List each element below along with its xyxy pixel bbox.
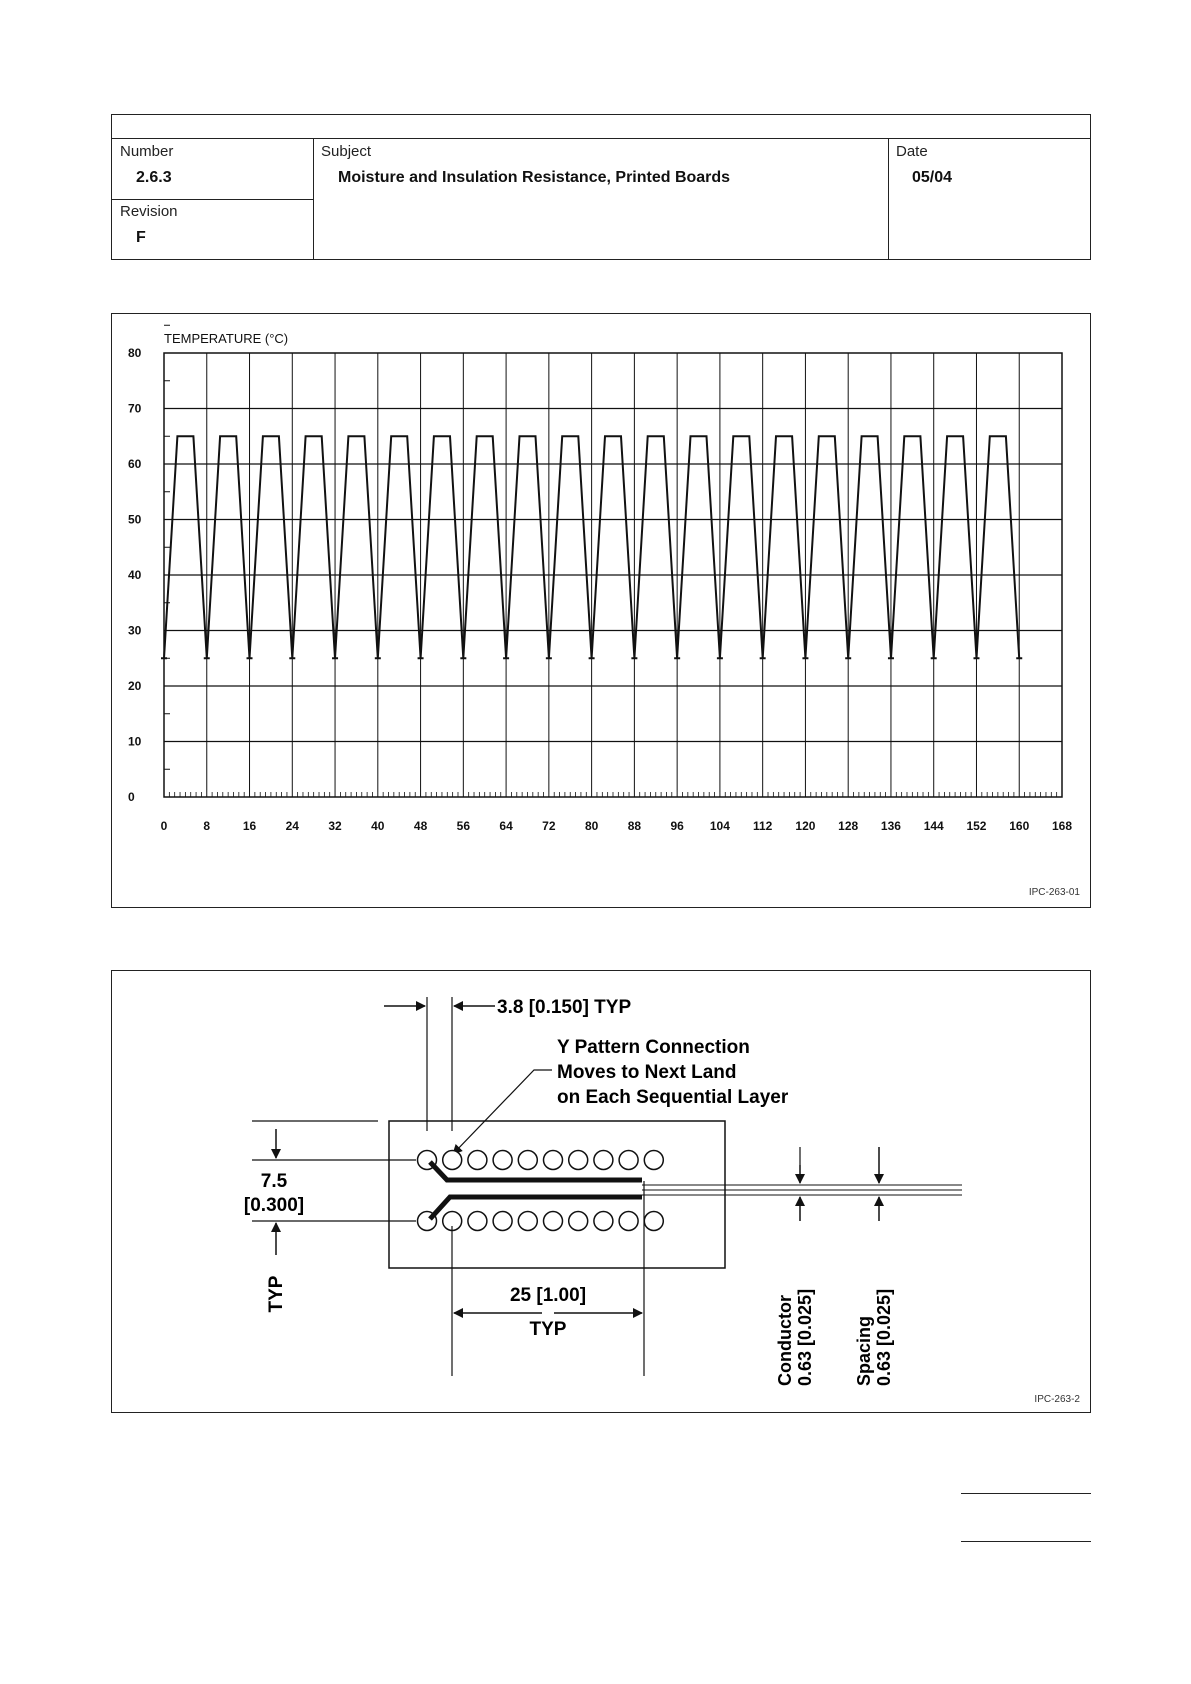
x-tick-144: 144 [923, 819, 944, 833]
land-pad [619, 1212, 638, 1231]
x-tick-152: 152 [966, 819, 987, 833]
y-tick-labels [128, 346, 142, 804]
x-tick-128: 128 [838, 819, 859, 833]
conductor-label: Conductor [775, 1295, 795, 1386]
subject-value: Moisture and Insulation Resistance, Printed Boards [338, 169, 731, 186]
y-tick-20: 20 [128, 679, 142, 693]
x-tick-32: 32 [328, 819, 342, 833]
x-tick-80: 80 [584, 819, 599, 833]
subject-label: Subject [321, 143, 372, 160]
temperature-chart [112, 314, 1089, 906]
diagram-figure-id: IPC-263-2 [1034, 1394, 1080, 1405]
y-tick-80: 80 [128, 346, 142, 360]
x-tick-112: 112 [752, 819, 773, 833]
pitch-dimension-label: 3.8 [0.150] TYP [497, 997, 632, 1018]
length-typ: TYP [529, 1319, 567, 1340]
x-tick-48: 48 [413, 819, 428, 833]
land-pad [644, 1212, 663, 1231]
x-tick-8: 8 [203, 819, 211, 833]
y-tick-10: 10 [128, 734, 142, 749]
row-spacing-inch: [0.300] [243, 1195, 305, 1216]
chart-figure-id: IPC-263-01 [1028, 887, 1080, 898]
land-pad [468, 1151, 487, 1170]
spacing-value: 0.63 [0.025] [874, 1288, 894, 1386]
header-divider-1 [313, 138, 314, 259]
grid-lines [164, 353, 1062, 797]
x-tick-0: 0 [160, 819, 168, 833]
number-value: 2.6.3 [136, 169, 172, 186]
x-tick-96: 96 [670, 819, 684, 833]
y-tick-50: 50 [128, 512, 142, 527]
x-tick-104: 104 [709, 819, 730, 833]
length-value: 25 [1.00] [509, 1285, 587, 1306]
header-divider-3 [112, 199, 313, 200]
x-tick-labels [161, 819, 1073, 833]
y-tick-0: 0 [128, 790, 135, 804]
x-tick-160: 160 [1009, 819, 1030, 833]
revision-label: Revision [120, 203, 178, 220]
land-pad [619, 1151, 638, 1170]
conductor-value: 0.63 [0.025] [795, 1288, 815, 1386]
x-tick-56: 56 [456, 819, 471, 833]
land-rows [418, 1151, 664, 1231]
number-label: Number [120, 143, 174, 160]
header-table [111, 114, 1091, 260]
y-tick-70: 70 [128, 401, 142, 416]
land-pad [518, 1212, 537, 1231]
spacing-label: Spacing [854, 1315, 874, 1386]
land-pad [569, 1151, 588, 1170]
x-tick-16: 16 [242, 819, 257, 833]
x-tick-40: 40 [371, 819, 385, 833]
x-tick-72: 72 [542, 819, 556, 833]
land-pad [493, 1151, 512, 1170]
land-pad [518, 1151, 537, 1170]
land-pad [569, 1212, 588, 1231]
land-pad [644, 1151, 663, 1170]
land-pad [544, 1212, 563, 1231]
land-pad [594, 1212, 613, 1231]
test-pattern-diagram [112, 971, 1089, 1411]
chart-frame [111, 313, 1091, 908]
date-value: 05/04 [912, 169, 953, 186]
row-spacing-typ: TYP [266, 1275, 287, 1313]
x-tick-64: 64 [499, 819, 513, 833]
x-tick-24: 24 [285, 819, 299, 833]
land-pad [493, 1212, 512, 1231]
land-pad [594, 1151, 613, 1170]
header-top-band [112, 115, 1090, 139]
note-line-3: on Each Sequential Layer [557, 1087, 789, 1108]
x-tick-136: 136 [880, 819, 901, 833]
land-pad [443, 1151, 462, 1170]
y-tick-30: 30 [128, 623, 142, 638]
chart-title: TEMPERATURE (°C) [164, 331, 289, 346]
note-leader-line [453, 1070, 552, 1154]
note-line-2: Moves to Next Land [557, 1062, 737, 1083]
x-tick-120: 120 [795, 819, 816, 833]
footer-rule-2 [961, 1541, 1091, 1542]
date-label: Date [896, 143, 928, 160]
diagram-frame [111, 970, 1091, 1413]
land-pad [468, 1212, 487, 1231]
footer-rule-1 [961, 1493, 1091, 1494]
x-tick-168: 168 [1051, 819, 1073, 833]
land-pad [544, 1151, 563, 1170]
note-line-1: Y Pattern Connection [557, 1037, 750, 1058]
header-divider-2 [888, 138, 889, 259]
row-spacing-value: 7.5 [260, 1171, 288, 1192]
revision-value: F [136, 229, 146, 246]
y-tick-60: 60 [128, 457, 142, 471]
x-tick-88: 88 [627, 819, 642, 833]
y-tick-40: 40 [128, 568, 142, 582]
